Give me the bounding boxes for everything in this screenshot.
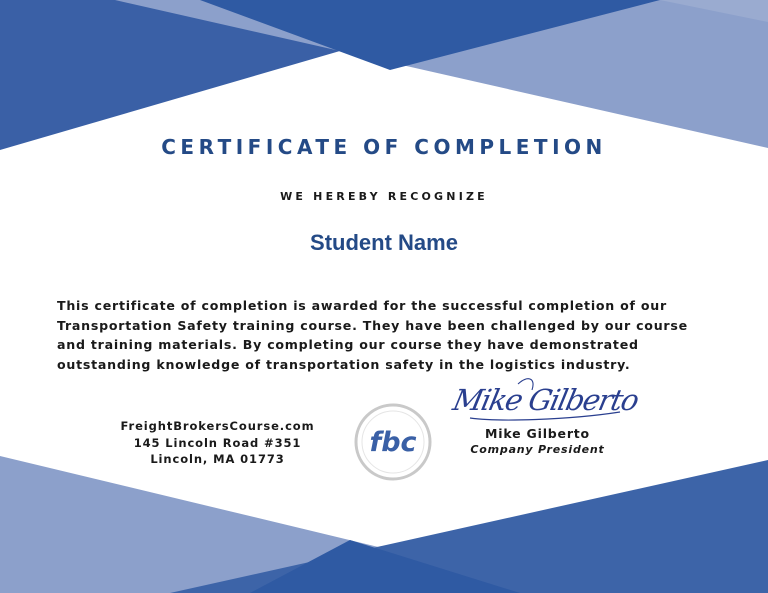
signatory-name: Mike Gilberto [485,426,590,441]
issuer-address-line2: Lincoln, MA 01773 [150,452,285,466]
signature-image [450,370,641,430]
body-line: This certificate of completion is awarded for the successful completion of our [57,298,667,313]
certificate-title: CERTIFICATE OF COMPLETION [161,135,607,159]
certificate-body [57,296,722,374]
student-name: Student Name [310,230,458,255]
body-line: and training materials. By completing our course they have demonstrated [57,337,639,352]
body-line: outstanding knowledge of transportation safety in the logistics industry. [57,356,631,372]
recognize-label: WE HEREBY RECOGNIZE [280,190,488,203]
logo-text: fbc [369,427,417,458]
issuer-website: FreightBrokersCourse.com [120,419,315,433]
issuer-address-line1: 145 Lincoln Road #351 [133,435,302,450]
body-line: Transportation Safety training course. They have been challenged by our course [57,317,688,333]
issuer-address [95,418,340,468]
signature-script: Mike Gilberto [450,383,641,417]
fbc-logo [354,403,432,481]
signatory-title: Company President [470,443,605,456]
